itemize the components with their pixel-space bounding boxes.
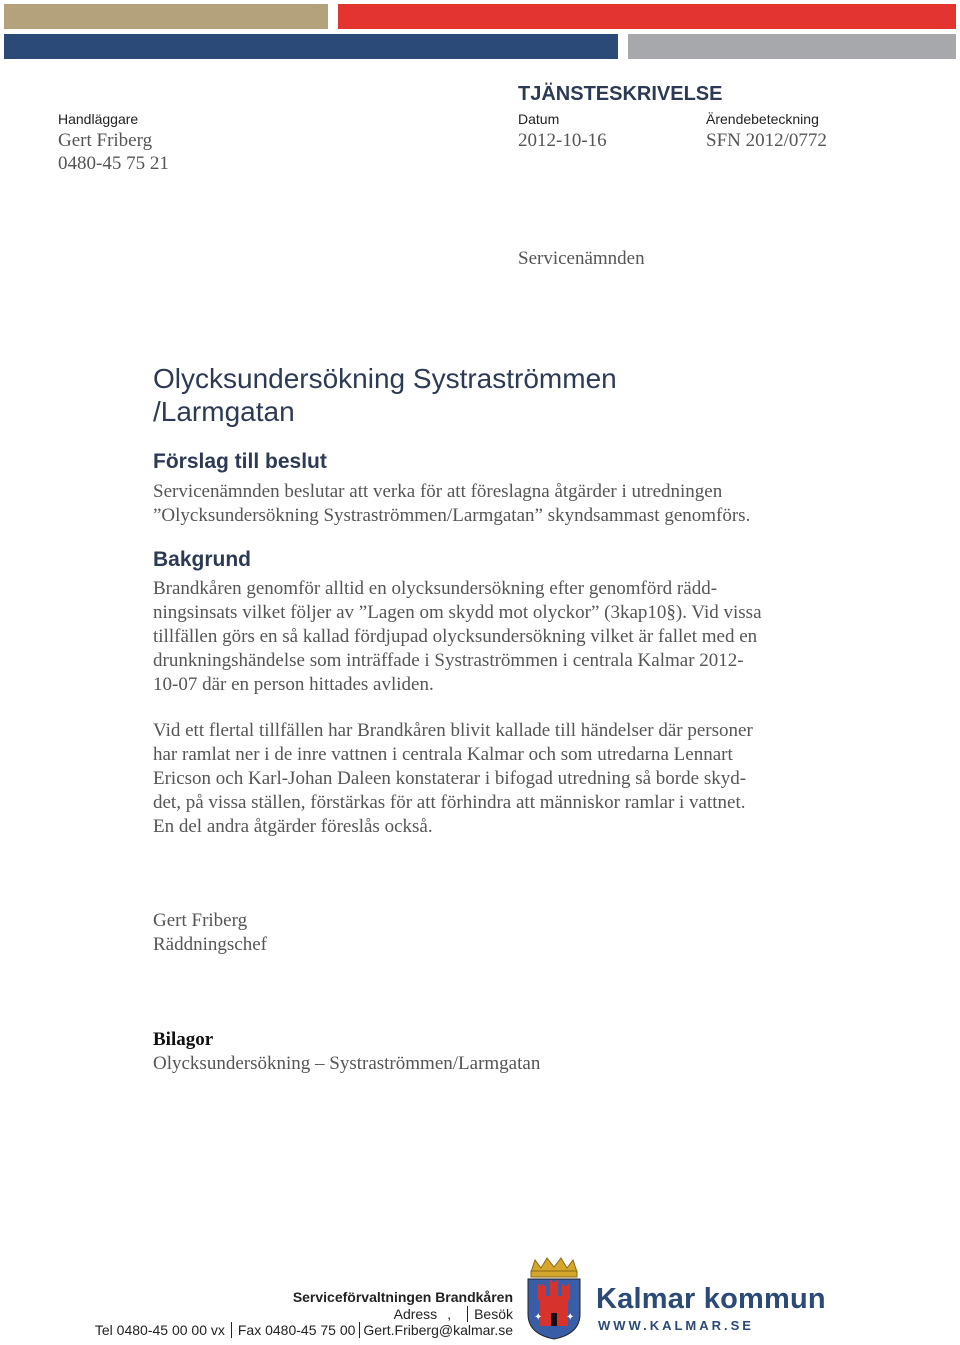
footer-separator: [359, 1322, 360, 1338]
header-bar-navy: [4, 34, 618, 59]
attachments-item: Olycksundersökning – Systraströmmen/Larmgatan: [153, 1053, 541, 1074]
page-title-line2: /Larmgatan: [153, 396, 295, 427]
datum-label: Datum: [518, 111, 560, 127]
bakgrund-line: Vid ett flertal tillfällen har Brandkåren blivit kallade till händelser där personer: [153, 720, 753, 741]
bakgrund-paragraph-2: [153, 719, 753, 839]
coat-of-arms-icon: [525, 1256, 583, 1340]
footer-email: Gert.Friberg@kalmar.se: [363, 1322, 513, 1338]
arende-value: SFN 2012/0772: [706, 130, 827, 151]
page-title-line1: Olycksundersökning Systraströmmen: [153, 363, 617, 394]
attachments: [153, 1028, 540, 1076]
arende-label: Ärendebeteckning: [706, 111, 819, 127]
document-type: TJÄNSTESKRIVELSE: [518, 83, 723, 105]
logo-url: WWW.KALMAR.SE: [598, 1318, 754, 1333]
handlaggare-label: Handläggare: [58, 111, 139, 127]
datum-value: 2012-10-16: [518, 130, 607, 151]
bakgrund-line: har ramlat ner i de inre vattnen i centrala Kalmar och som utredarna Lennart: [153, 744, 733, 765]
footer-comma: ,: [447, 1306, 452, 1322]
handlaggare-phone: 0480-45 75 21: [58, 153, 169, 174]
signature-role: Räddningschef: [153, 934, 267, 955]
logo-name: Kalmar kommun: [596, 1283, 826, 1315]
bakgrund-heading: Bakgrund: [153, 548, 252, 571]
bakgrund-line: 10-07 där en person hittades avliden.: [153, 674, 434, 695]
forslag-line: Servicenämnden beslutar att verka för att föreslagna åtgärder i utredningen: [153, 481, 723, 502]
footer-org: Serviceförvaltningen Brandkåren: [292, 1289, 513, 1305]
svg-text:✦: ✦: [534, 1312, 543, 1323]
svg-text:✦: ✦: [566, 1312, 575, 1323]
attachments-heading: Bilagor: [153, 1029, 214, 1050]
bakgrund-line: det, på vissa ställen, förstärkas för att förhindra att människor ramlar i vattnet.: [153, 792, 746, 813]
footer-adress: Adress: [393, 1306, 438, 1322]
bakgrund-line: tillfällen görs en så kallad fördjupad olycksundersökning vilket är fallet med en: [153, 626, 758, 647]
bakgrund-line: drunkningshändelse som inträffade i Systraströmmen i centrala Kalmar 2012-: [153, 650, 744, 671]
bakgrund-line: ningsinsats vilket följer av ”Lagen om skydd mot olyckor” (3kap10§). Vid vissa: [153, 602, 762, 623]
footer-contact-line: [95, 1322, 513, 1338]
bakgrund-paragraph-1: [153, 577, 762, 697]
signature-name: Gert Friberg: [153, 910, 248, 931]
bakgrund-line: En del andra åtgärder föreslås också.: [153, 816, 433, 837]
bakgrund-line: Brandkåren genomför alltid en olycksundersökning efter genomförd rädd-: [153, 578, 718, 599]
footer-besok: Besök: [474, 1306, 513, 1322]
footer-address-line: [394, 1306, 513, 1322]
recipient: Servicenämnden: [518, 248, 645, 269]
footer-tel: Tel 0480-45 00 00 vx: [94, 1322, 225, 1338]
forslag-text: [153, 480, 750, 528]
header-bar-gold: [4, 4, 328, 29]
bakgrund-line: Ericson och Karl-Johan Daleen konstaterar i bifogad utredning så borde skyd-: [153, 768, 747, 789]
footer-separator: [467, 1306, 468, 1322]
forslag-line: ”Olycksundersökning Systraströmmen/Larmgatan” skyndsammast genomförs.: [153, 505, 751, 526]
handlaggare-name: Gert Friberg: [58, 130, 153, 151]
header-bar-red: [338, 4, 956, 29]
signature: [153, 909, 267, 957]
forslag-heading: Förslag till beslut: [153, 450, 327, 473]
header-bar-gray: [628, 34, 956, 59]
footer-fax: Fax 0480-45 75 00: [237, 1322, 356, 1338]
footer-separator: [231, 1322, 232, 1338]
